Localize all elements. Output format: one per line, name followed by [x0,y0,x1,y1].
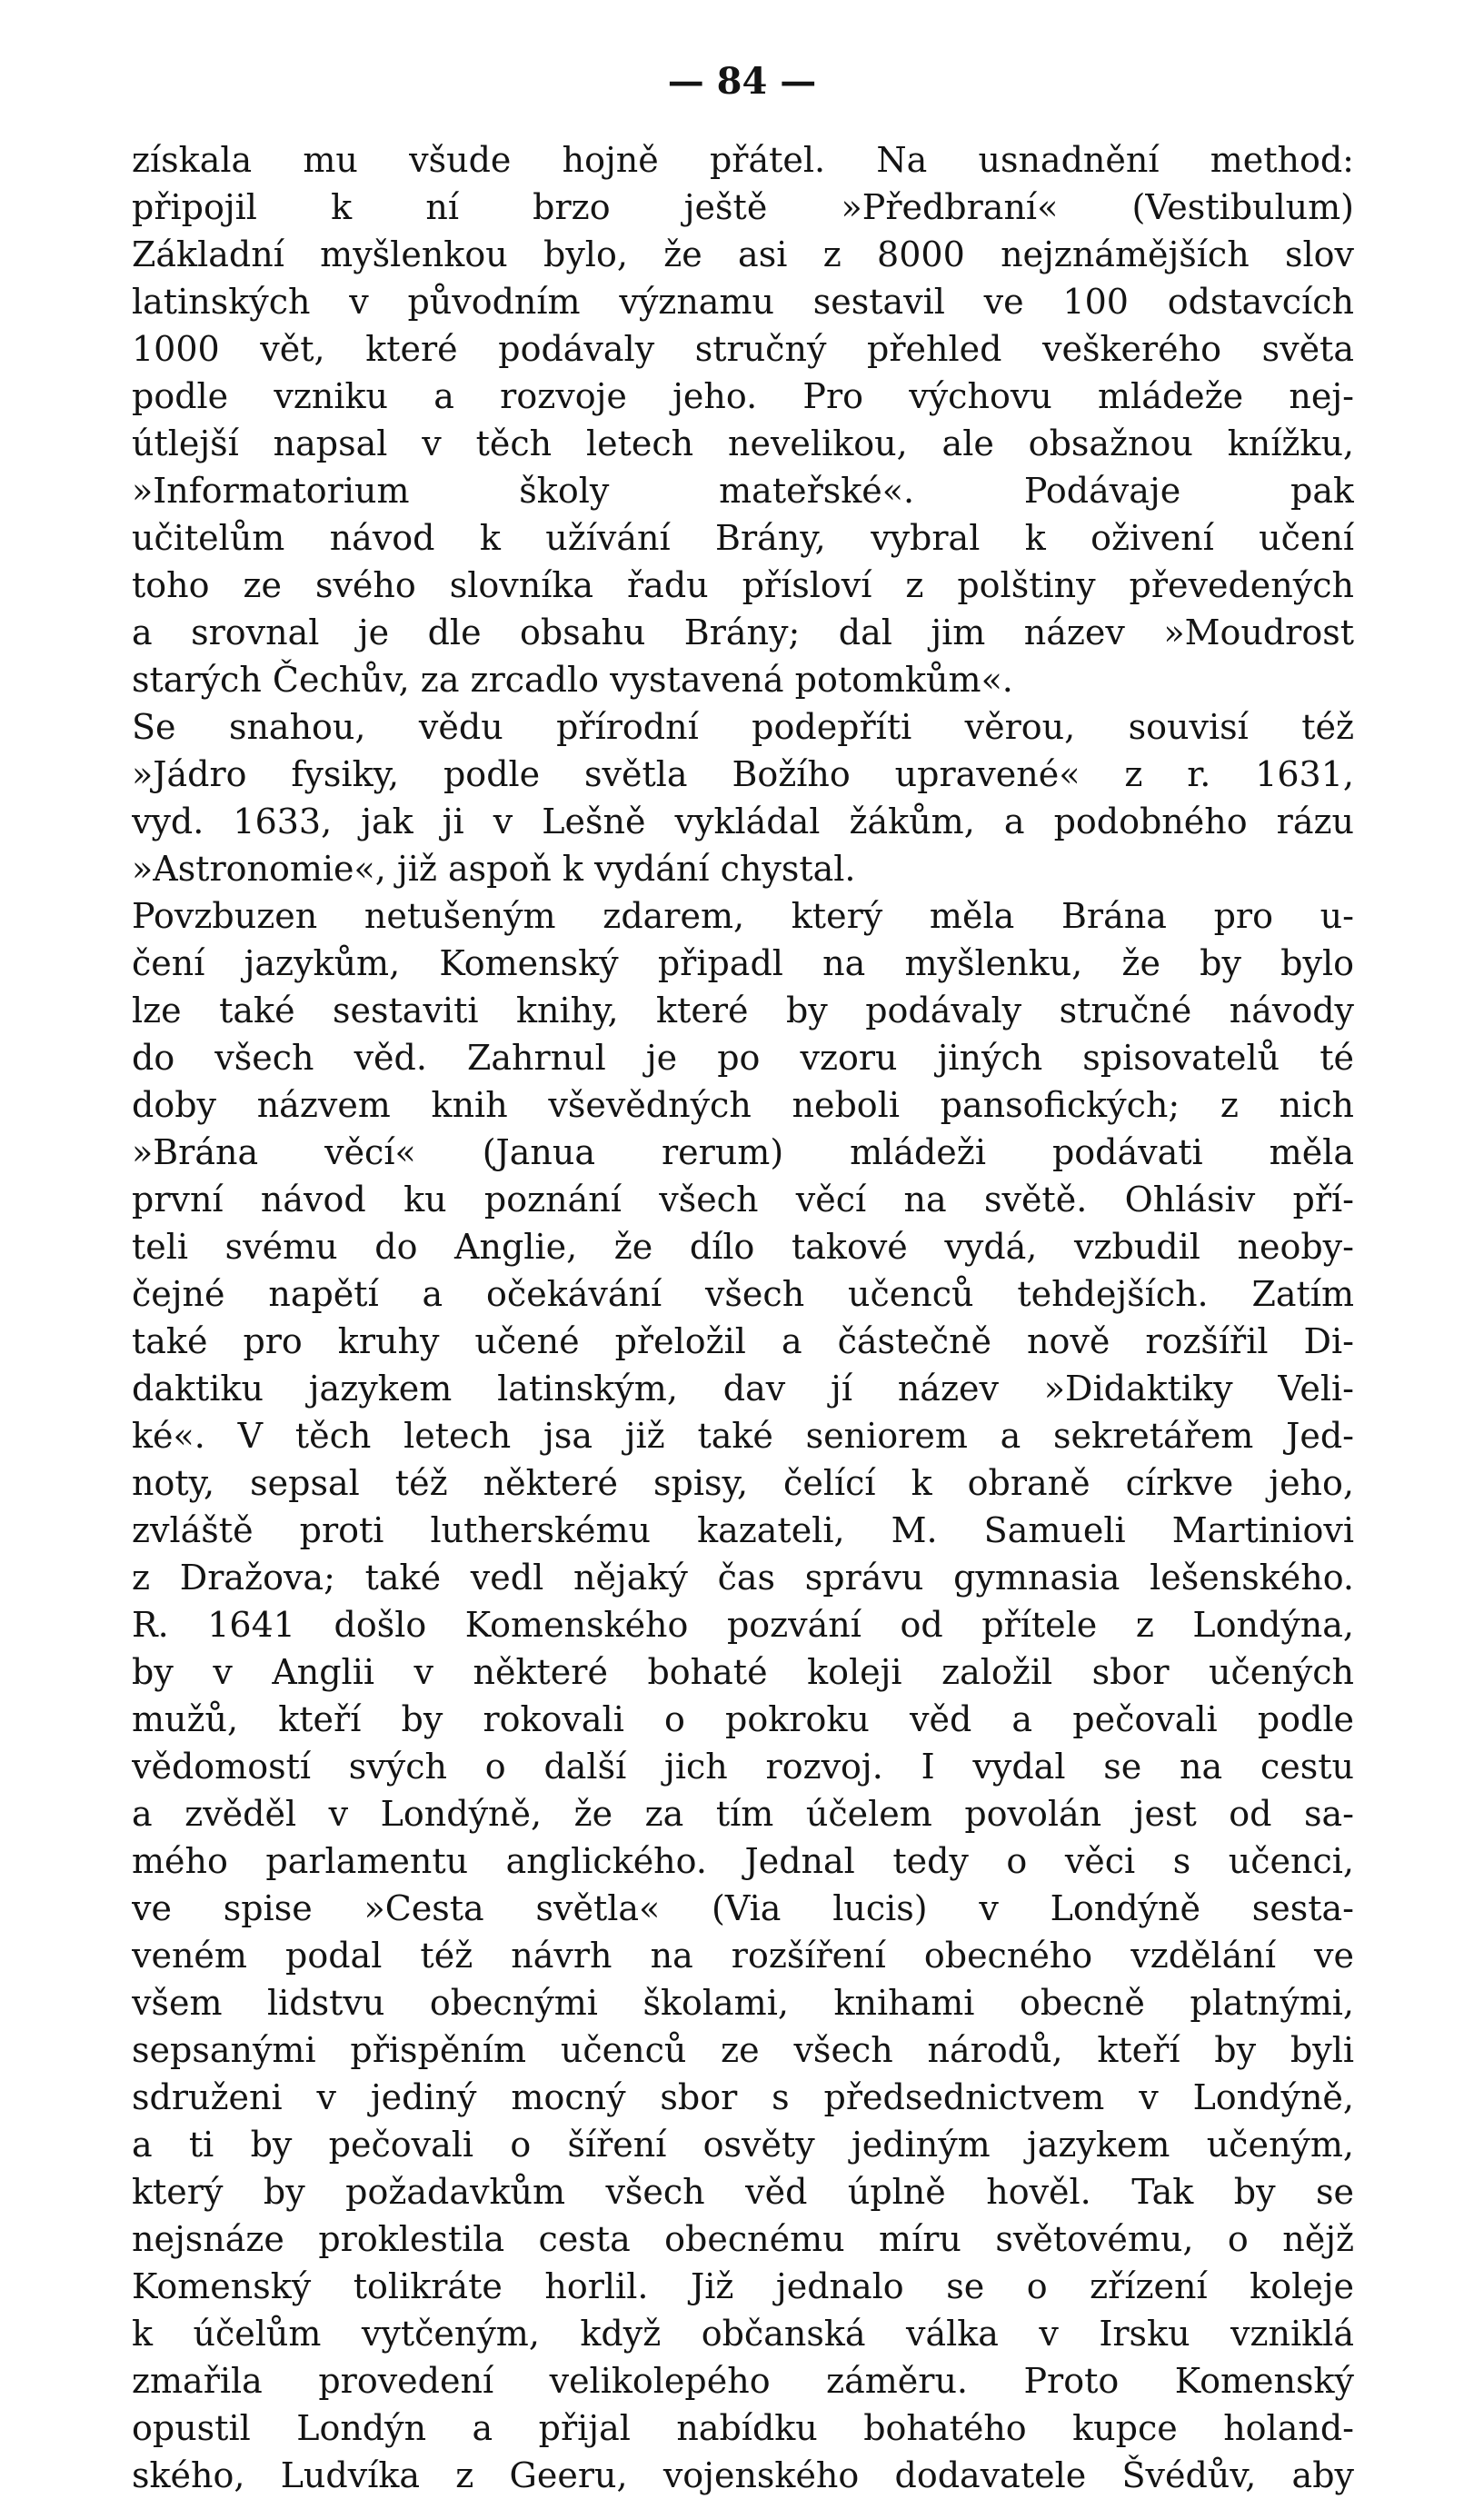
text-line: vědomostí svých o další jich rozvoj. I vydal se na cestu [132,1747,1354,1787]
text-line: čení jazykům, Komenský připadl na myšlenku, že by bylo [132,943,1354,983]
text-line: sdruženi v jediný mocný sbor s předsednictvem v Londýně, [132,2077,1354,2117]
text-line: všem lidstvu obecnými školami, knihami obecně platnými, [132,1983,1354,2023]
text-line: první návod ku poznání všech věcí na světě. Ohlásiv pří- [132,1180,1354,1220]
text-line: zmařila provedení velikolepého záměru. Proto Komenský [132,2361,1354,2401]
text-line: který by požadavkům všech věd úplně hověl. Tak by se [132,2172,1354,2212]
text-line: podle vzniku a rozvoje jeho. Pro výchovu mládeže nej- [132,376,1354,416]
text-line: a srovnal je dle obsahu Brány; dal jim název »Moudrost [132,612,1354,652]
text-line: daktiku jazykem latinským, dav jí název »Didaktiky Veli- [132,1369,1354,1409]
text-line: teli svému do Anglie, že dílo takové vydá, vzbudil neoby- [132,1227,1354,1267]
text-line: ké«. V těch letech jsa již také seniorem a sekretářem Jed- [132,1416,1354,1456]
text-line: opustil Londýn a přijal nabídku bohatého kupce holand- [132,2408,1354,2448]
text-line: ského, Ludvíka z Geeru, vojenského dodavatele Švédův, aby [132,2455,1354,2495]
text-line: sepsanými přispěním učenců ze všech národů, kteří by byli [132,2030,1354,2070]
text-line: nejsnáze proklestila cesta obecnému míru světovému, o nějž [132,2219,1354,2259]
text-line: útlejší napsal v těch letech nevelikou, ale obsažnou knížku, [132,423,1354,463]
text-line: získala mu všude hojně přátel. Na usnadnění method: [132,140,1354,180]
text-line: z Dražova; také vedl nějaký čas správu gymnasia lešenského. [132,1558,1354,1598]
text-line: a zvěděl v Londýně, že za tím účelem povolán jest od sa- [132,1794,1354,1834]
text-line: 1000 vět, které podávaly stručný přehled veškerého světa [132,329,1354,369]
text-line: vyd. 1633, jak ji v Lešně vykládal žákům, a podobného rázu [132,801,1354,841]
text-line: učitelům návod k užívání Brány, vybral k oživení učení [132,518,1354,558]
text-line: také pro kruhy učené přeložil a částečně nově rozšířil Di- [132,1321,1354,1361]
text-line: Základní myšlenkou bylo, že asi z 8000 nejznámějších slov [132,234,1354,274]
text-line: R. 1641 došlo Komenského pozvání od přítele z Londýna, [132,1605,1354,1645]
text-line: připojil k ní brzo ještě »Předbraní« (Vestibulum) [132,187,1354,227]
text-line: latinských v původním významu sestavil ve 100 odstavcích [132,282,1354,322]
text-line: ve spise »Cesta světla« (Via lucis) v Londýně sesta- [132,1888,1354,1928]
text-line: »Jádro fysiky, podle světla Božího upravené« z r. 1631, [132,754,1354,794]
text-line: veném podal též návrh na rozšíření obecného vzdělání ve [132,1936,1354,1976]
text-line: noty, sepsal též některé spisy, čelící k obraně církve jeho, [132,1463,1354,1503]
text-line: zvláště proti lutherskému kazateli, M. Samueli Martiniovi [132,1510,1354,1550]
text-line: a ti by pečovali o šíření osvěty jediným jazykem učeným, [132,2125,1354,2165]
text-line: k účelům vytčeným, když občanská válka v Irsku vzniklá [132,2314,1354,2354]
text-line: »Informatorium školy mateřské«. Podávaje pak [132,471,1354,511]
text-line: mého parlamentu anglického. Jednal tedy o věci s učenci, [132,1841,1354,1881]
text-line: do všech věd. Zahrnul je po vzoru jiných spisovatelů té [132,1038,1354,1078]
text-line: Se snahou, vědu přírodní podepříti věrou, souvisí též [132,707,1354,747]
text-line: »Astronomie«, již aspoň k vydání chystal. [132,849,856,889]
text-line: čejné napětí a očekávání všech učenců tehdejších. Zatím [132,1274,1354,1314]
text-line: »Brána věcí« (Janua rerum) mládeži podávati měla [132,1132,1354,1172]
text-line: toho ze svého slovníka řadu přísloví z polštiny převedených [132,565,1354,605]
text-line: Komenský tolikráte horlil. Již jednalo se o zřízení koleje [132,2266,1354,2306]
text-line: starých Čechův, za zrcadlo vystavená potomkům«. [132,660,1013,700]
text-line: lze také sestaviti knihy, které by podávaly stručné návody [132,991,1354,1030]
text-line: by v Anglii v některé bohaté koleji založil sbor učených [132,1652,1354,1692]
text-line: doby názvem knih vševědných neboli pansofických; z nich [132,1085,1354,1125]
text-line: Povzbuzen netušeným zdarem, který měla Brána pro u- [132,896,1354,936]
page-number: — 84 — [667,60,817,103]
body-text [132,136,1354,2499]
text-line: mužů, kteří by rokovali o pokroku věd a pečovali podle [132,1699,1354,1739]
